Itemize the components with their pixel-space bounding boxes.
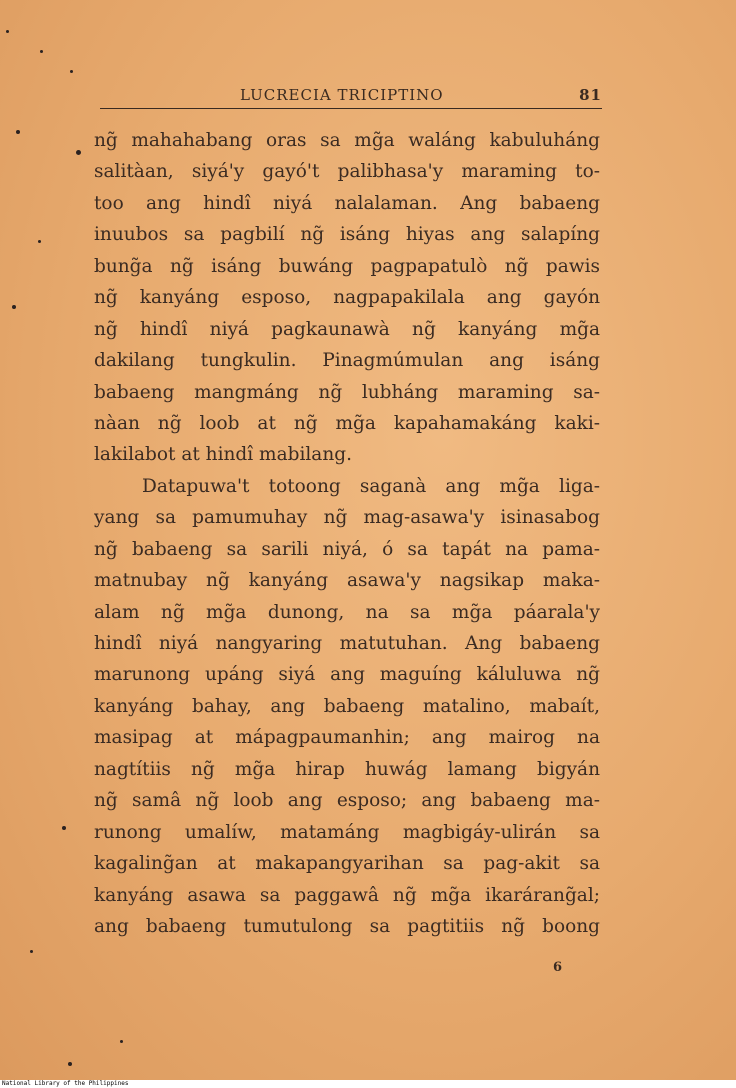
speck [12, 305, 16, 309]
text-line: ng̃ babaeng sa sarili niyá, ó sa tapát na pama- [94, 538, 600, 560]
text-line: nagtítiis ng̃ mg̃a hirap huwág lamang bigyán [94, 758, 600, 780]
running-header [100, 86, 602, 108]
text-line: kanyáng asawa sa paggawâ ng̃ mg̃a ikarárang̃al; [94, 884, 600, 906]
text-line: dakilang tungkulin. Pinagmúmulan ang isáng [94, 350, 600, 372]
text-line: yang sa pamumuhay ng̃ mag-asawa'y isinasabog [94, 507, 600, 529]
text-line: runong umalíw, matamáng magbigáy-ulirán sa [94, 821, 600, 843]
text-line: too ang hindî niyá nalalaman. Ang babaeng [94, 192, 600, 214]
speck [40, 50, 43, 53]
footer-credit: National Library of the Philippines [2, 1080, 129, 1087]
text-line: marunong upáng siyá ang maguíng káluluwa ng̃ [94, 664, 600, 686]
text-line: bung̃a ng̃ isáng buwáng pagpapatulò ng̃ pawis [94, 255, 600, 277]
text-line: babaeng mangmáng ng̃ lubháng maraming sa- [94, 381, 600, 403]
text-line: ng̃ kanyáng esposo, nagpapakilala ang gayón [94, 287, 600, 309]
text-line: lakilabot at hindî mabilang. [94, 444, 352, 466]
text-line: matnubay ng̃ kanyáng asawa'y nagsikap maka- [94, 570, 600, 592]
text-line: ng̃ mahahabang oras sa mg̃a waláng kabuluháng [94, 130, 600, 151]
speck [16, 130, 20, 134]
speck [120, 1040, 123, 1043]
text-line: salitàan, siyá'y gayó't palibhasa'y maraming to- [94, 161, 600, 183]
header-rule [100, 108, 602, 109]
text-line: hindî niyá nangyaring matutuhan. Ang babaeng [94, 633, 600, 654]
text-line: kanyáng bahay, ang babaeng matalino, mabaít, [94, 695, 600, 717]
text-line: kagaling̃an at makapangyarihan sa pag-akit sa [94, 853, 600, 875]
text-line: alam ng̃ mg̃a dunong, na sa mg̃a páarala'y [94, 601, 600, 623]
speck [38, 240, 41, 243]
text-line: ng̃ hindî niyá pagkaunawà ng̃ kanyáng mg̃a [94, 318, 600, 340]
running-title: LUCRECIA TRICIPTINO [240, 86, 444, 104]
footer-strip [0, 1080, 736, 1088]
page-number: 81 [579, 86, 602, 104]
text-line: Datapuwa't totoong saganà ang mg̃a liga- [142, 475, 600, 497]
speck [30, 950, 33, 953]
text-line: ang babaeng tumutulong sa pagtitiis ng̃ boong [94, 915, 600, 937]
speck [68, 1062, 72, 1066]
text-line: inuubos sa pagbilí ng̃ isáng hiyas ang salapíng [94, 224, 600, 246]
body-text [94, 125, 600, 942]
speck [70, 70, 73, 73]
speck [76, 150, 81, 155]
speck [62, 826, 66, 830]
text-line: masipag at mápagpaumanhin; ang mairog na [94, 727, 600, 749]
signature-mark: 6 [553, 960, 563, 975]
speck [6, 30, 9, 33]
text-line: ng̃ samâ ng̃ loob ang esposo; ang babaeng ma- [94, 790, 600, 812]
text-line: nàan ng̃ loob at ng̃ mg̃a kapahamakáng kaki- [94, 412, 600, 434]
